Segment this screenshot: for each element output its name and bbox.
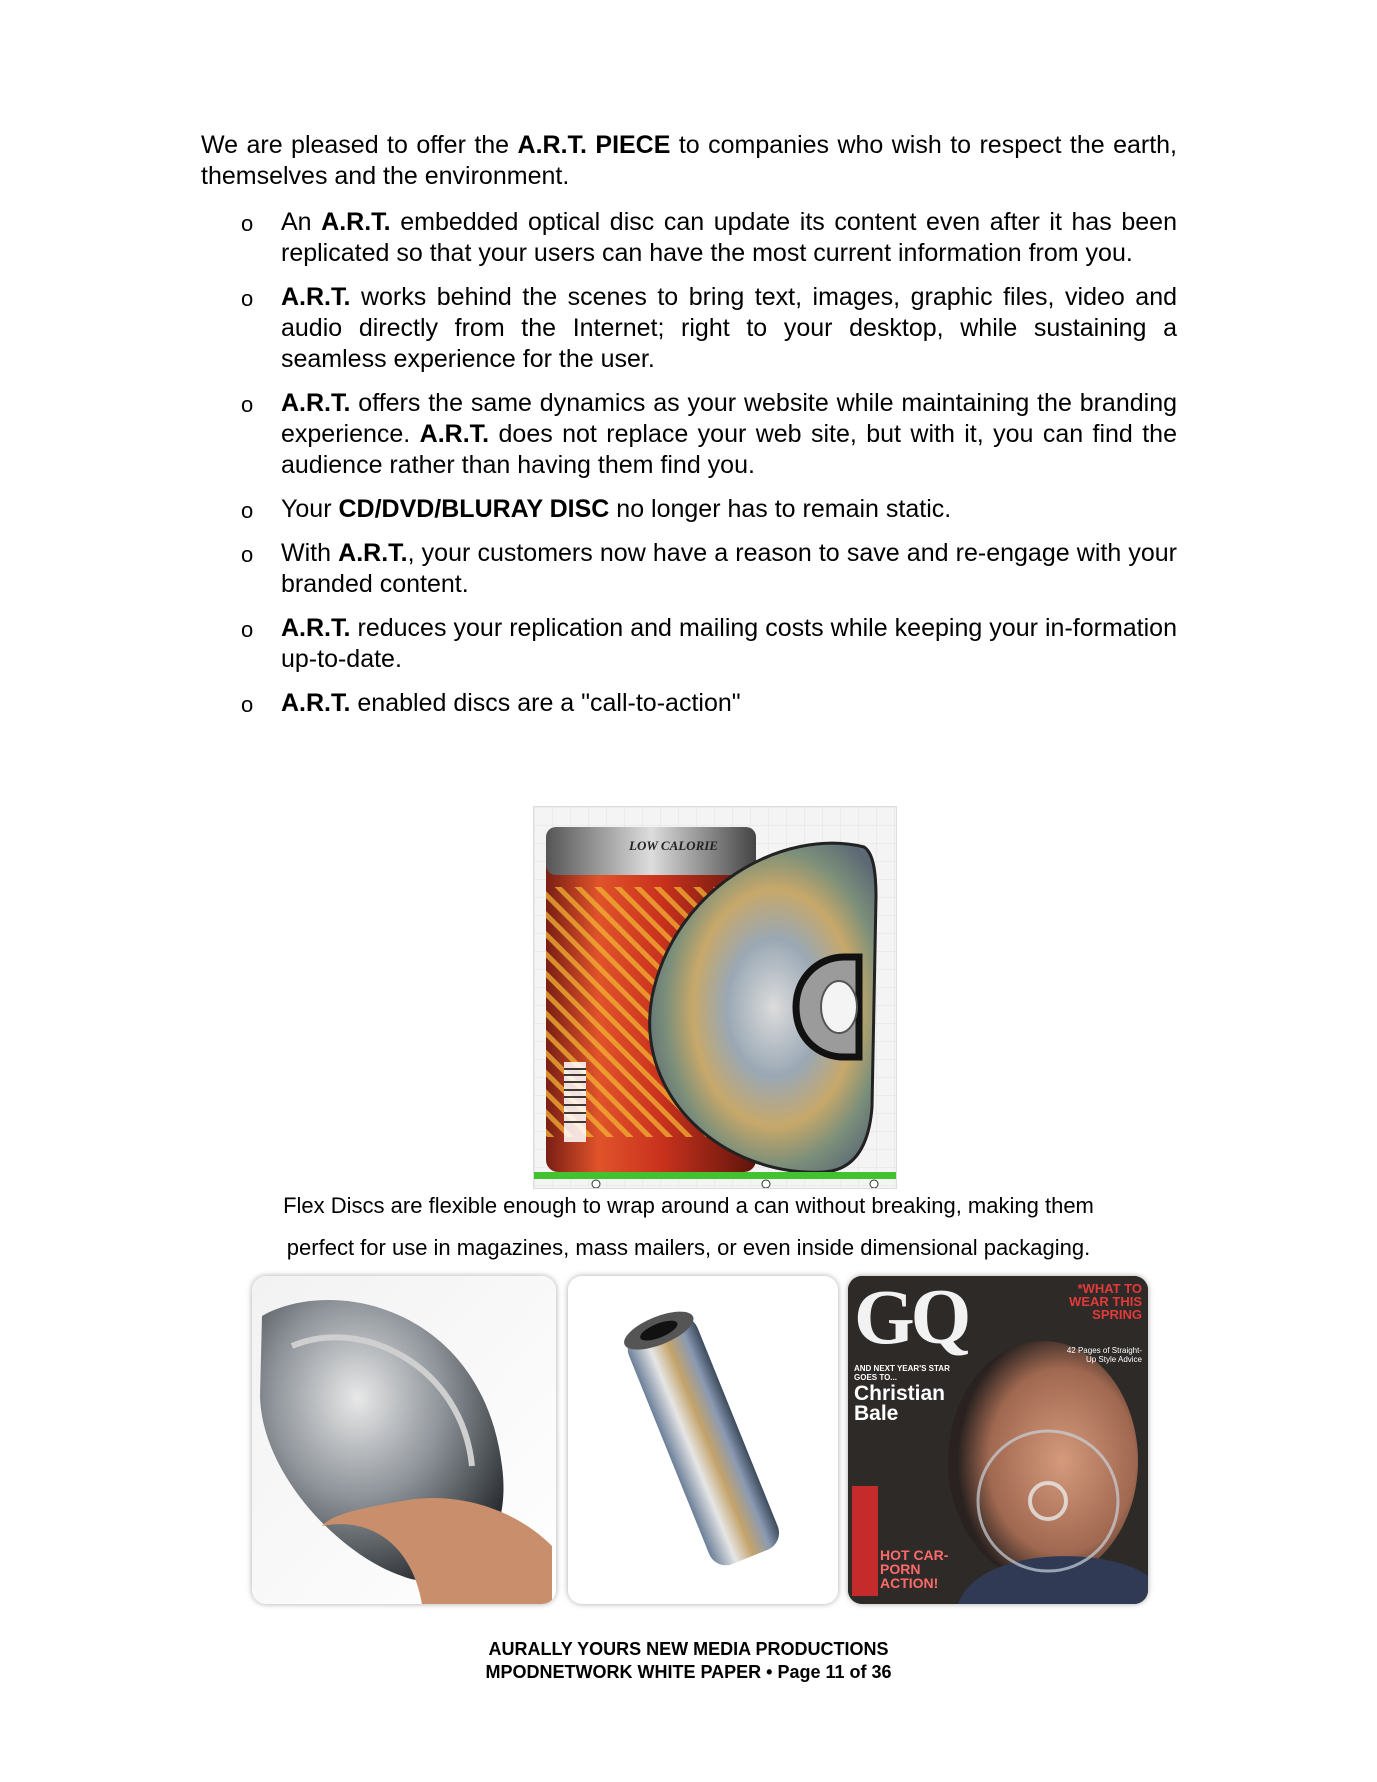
list-item-bold: A.R.T. <box>419 420 490 448</box>
list-item-text: reduces your replication and mailing costs while keeping your in-formation up-to-date. <box>281 614 1177 673</box>
list-item-bold: CD/DVD/BLURAY DISC <box>338 495 610 523</box>
bullet-marker: o <box>241 498 254 523</box>
list-item-bold: A.R.T. <box>281 689 351 717</box>
list-item-bold: A.R.T. <box>281 614 351 642</box>
list-item-bold: A.R.T. <box>281 389 351 417</box>
can-disc-illustration <box>534 807 896 1188</box>
bullet-marker: o <box>241 286 254 311</box>
list-item-text: offers the same dynamics as your website while maintaining the branding experience. <box>281 389 1177 448</box>
gq-logo: GQ <box>854 1276 968 1360</box>
bullet-marker: o <box>241 542 254 567</box>
list-item-text: no longer has to remain static. <box>609 495 952 523</box>
gq-corner-subtext: 42 Pages of Straight-Up Style Advice <box>1066 1346 1142 1364</box>
bullet-marker: o <box>241 211 254 236</box>
list-item-text: With <box>281 539 339 567</box>
list-item <box>201 388 1177 481</box>
list-item-bold: A.R.T. <box>281 283 351 311</box>
can-label: LOW CALORIE <box>629 838 718 853</box>
list-item-text: An <box>281 208 322 236</box>
bullet-marker: o <box>241 392 254 417</box>
list-item-text: enabled discs are a "call-to-action" <box>350 689 741 717</box>
benefits-list <box>201 207 1177 732</box>
bullet-marker: o <box>241 617 254 642</box>
list-item <box>201 207 1177 269</box>
intro-bold-art-piece: A.R.T. PIECE <box>517 131 671 159</box>
list-item-text: , your customers now have a reason to save and re-engage with your branded content. <box>281 539 1177 598</box>
footer-company: AURALLY YOURS NEW MEDIA PRODUCTIONS <box>488 1639 889 1659</box>
caption-line-1: Flex Discs are flexible enough to wrap around a can without breaking, making them <box>283 1193 1094 1218</box>
caption-line-2: perfect for use in magazines, mass mailers, or even inside dimensional packaging. <box>286 1235 1091 1260</box>
list-item <box>201 494 1177 525</box>
list-item-text: embedded optical disc can update its content even after it has been replicated so that your users can have the most current information from you. <box>281 208 1177 267</box>
intro-text-before: We are pleased to offer the <box>201 131 518 159</box>
list-item-text: Your <box>281 495 339 523</box>
intro-text-after: to companies who wish to respect the earth, themselves and the environment. <box>201 131 1177 190</box>
list-item-text: does not replace your web site, but with it, you can find the audience rather than having them find you. <box>281 420 1177 479</box>
intro-paragraph <box>201 130 1177 192</box>
list-item <box>201 282 1177 375</box>
bullet-marker: o <box>241 692 254 717</box>
list-item <box>201 613 1177 675</box>
footer-page-info: MPODNETWORK WHITE PAPER • Page 11 of 36 <box>485 1662 892 1682</box>
list-item <box>201 688 1177 719</box>
gq-cover-name: Christian Bale <box>854 1382 946 1425</box>
gq-magazine-cover-photo <box>848 1276 1148 1604</box>
figure-caption <box>200 1185 1177 1269</box>
list-item <box>201 538 1177 600</box>
list-item-bold: A.R.T. <box>321 208 391 236</box>
gq-cover-kicker: AND NEXT YEAR'S STAR GOES TO... <box>854 1364 950 1382</box>
gq-corner-headline: *WHAT TO WEAR THIS SPRING <box>1069 1281 1142 1322</box>
can-with-flex-disc-image <box>533 806 897 1189</box>
flex-disc-photo-strip <box>248 1276 1142 1604</box>
gq-cover-bottom-text: HOT CAR-PORN ACTION! <box>880 1547 949 1591</box>
rolled-magazine-photo <box>568 1276 838 1604</box>
bent-disc-photo <box>252 1276 556 1604</box>
list-item-bold: A.R.T. <box>338 539 408 567</box>
list-item-text: works behind the scenes to bring text, images, graphic files, video and audio directly from the Internet; right to your desktop, while sustaining a seamless experience for the user. <box>281 283 1177 373</box>
